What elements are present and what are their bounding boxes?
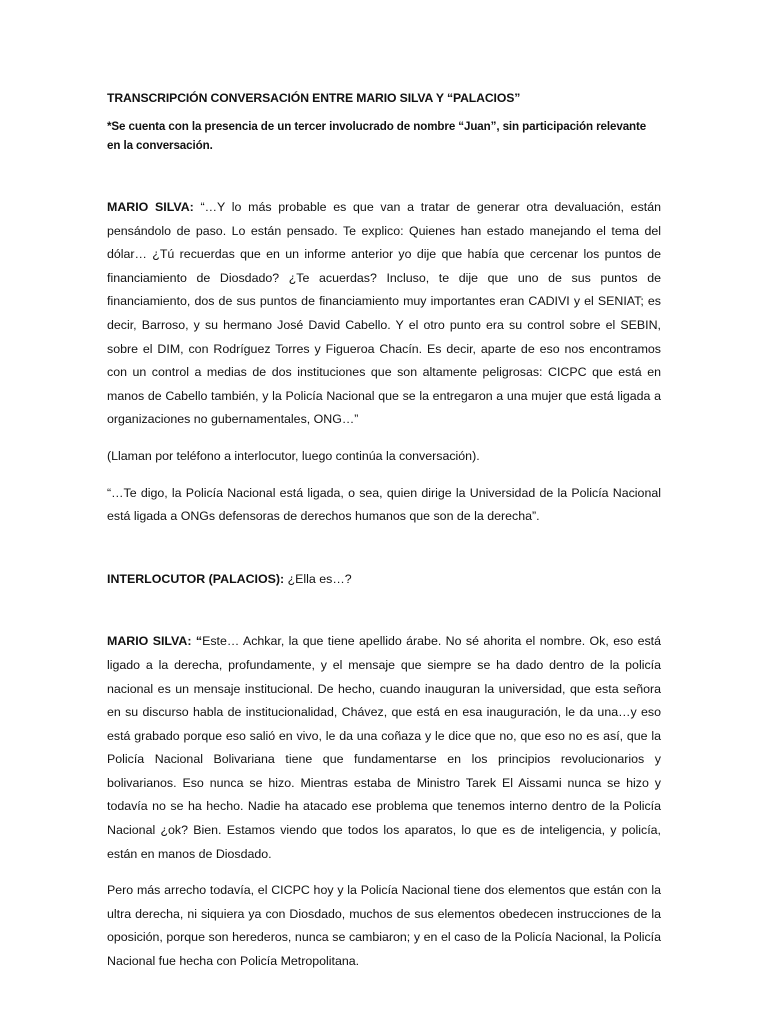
paragraph-text: “…Y lo más probable es que van a tratar de generar otra devaluación, están pensándolo de paso. Lo están pensado. Te explico: Quienes han estado manejando el tema del dólar… ¿Tú recuerdas que en un informe anterior yo dije que había que cercenar los puntos de financiamiento de Diosdado? ¿Te acuerdas? Incluso, te dije que uno de sus puntos de financiamiento, dos de sus puntos de financiamiento muy importantes eran CADIVI y el SENIAT; es decir, Barroso, y su hermano José David Cabello. Y el otro punto era su control sobre el SEBIN, sobre el DIM, con Rodríguez Torres y Figueroa Chacín. Es decir, aparte de eso nos encontramos con un control a medias de dos instituciones que son altamente peligrosas: CICPC que está en manos de Cabello también, y la Policía Nacional que se la entregaron a una mujer que está ligada a organizaciones no gubernamentales, ONG…” <box>107 200 661 427</box>
spacer <box>107 529 661 568</box>
paragraph-text: ¿Ella es…? <box>284 571 352 586</box>
spacer <box>107 469 661 482</box>
paragraph-text: Este… Achkar, la que tiene apellido árabe. No sé ahorita el nombre. Ok, eso está ligado a la derecha, profundamente, y el mensaje que siempre se ha dado dentro de la policía nacional es un mensaje institucional. De hecho, cuando inauguran la universidad, que esta señora en su discurso habla de institucionalidad, Chávez, que está en esa inauguración, le da una…y eso está grabado porque eso salió en vivo, le da una coñaza y le dice que no, que eso no es así, que la Policía Nacional Bolivariana tiene que fundamentarse en los principios revolucionarios y bolivarianos. Eso nunca se hizo. Mientras estaba de Ministro Tarek El Aissami nunca se hizo y todavía no se ha hecho. Nadie ha atacado ese problema que tenemos interno dentro de la Policía Nacional ¿ok? Bien. Estamos viendo que todos los aparatos, lo que es de inteligencia, y policía, están en manos de Diosdado. <box>107 634 661 861</box>
spacer <box>107 866 661 879</box>
paragraph-stage-note: (Llaman por teléfono a interlocutor, luego continúa la conversación). <box>107 448 480 463</box>
speaker-label: MARIO SILVA: “ <box>107 634 203 649</box>
spacer <box>107 182 661 196</box>
spacer <box>107 591 661 630</box>
spacer <box>107 432 661 445</box>
participant-note: *Se cuenta con la presencia de un tercer involucrado de nombre “Juan”, sin participación relevante en la conversación. <box>107 120 647 152</box>
speaker-label: INTERLOCUTOR (PALACIOS): <box>107 571 285 586</box>
speaker-label: MARIO SILVA: <box>107 200 194 214</box>
paragraph-continuation: “…Te digo, la Policía Nacional está ligada, o sea, quien dirige la Universidad de la Policía Nacional está ligada a ONGs defensoras de derechos humanos que son de la derecha”. <box>107 485 661 524</box>
paragraph-interlocutor <box>107 568 661 592</box>
document-page <box>107 88 661 974</box>
document-title: TRANSCRIPCIÓN CONVERSACIÓN ENTRE MARIO SILVA Y “PALACIOS” <box>107 91 521 105</box>
paragraph-mario-silva-2 <box>107 630 661 866</box>
paragraph-closing: Pero más arrecho todavía, el CICPC hoy y la Policía Nacional tiene dos elementos que están con la ultra derecha, ni siquiera ya con Diosdado, muchos de sus elementos obedecen instrucciones de la oposición, porque son herederos, nunca se cambiaron; y en el caso de la Policía Nacional, la Policía Nacional fue hecha con Policía Metropolitana. <box>107 883 661 969</box>
paragraph-mario-silva-1 <box>107 196 661 432</box>
